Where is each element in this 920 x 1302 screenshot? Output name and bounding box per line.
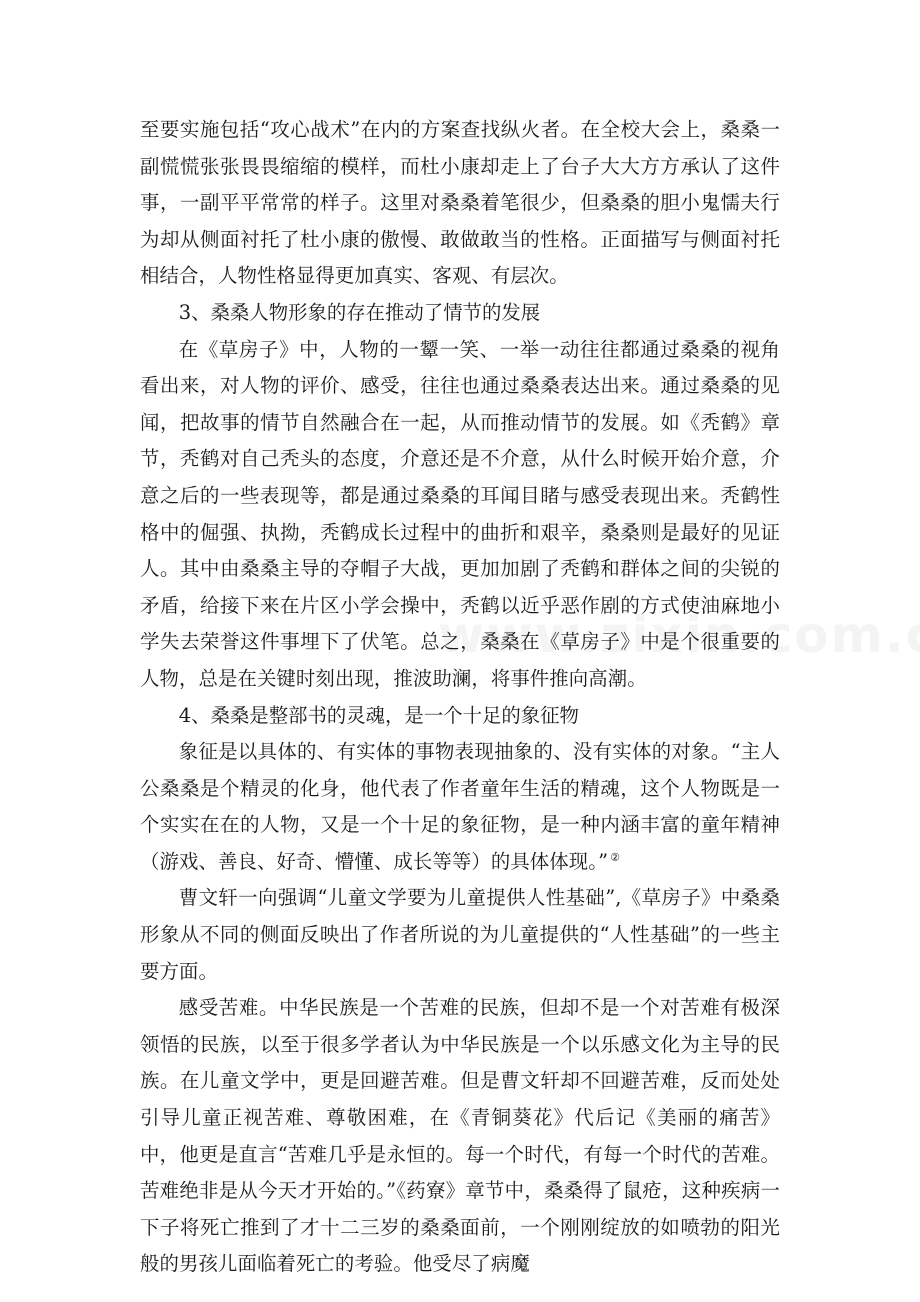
body-paragraph: 感受苦难。中华民族是一个苦难的民族，但却不是一个对苦难有极深领悟的民族，以至于很多学者认为中华民族是一个以乐感文化为主导的民族。在儿童文学中，更是回避苦难。但是曹文轩却不回避苦难，反而处处引导儿童正视苦难、尊敬困难，在《青铜葵花》代后记《美丽的痛苦》中，他更是直言“苦难几乎是永恒的。每一个时代，有每一个时代的苦难。苦难绝非是从今天才开始的。”《药寮》章节中，桑桑得了鼠疮，这种疾病一下子将死亡推到了才十二三岁的桑桑面前，一个刚刚绽放的如喷勃的阳光般的男孩儿面临着死亡的考验。他受尽了病魔 xyxy=(140,996,780,1276)
quote-text: 象征是以具体的、有实体的事物表现抽象的、没有实体的对象。“主人公桑桑是个精灵的化身，他代表了作者童年生活的精魂，这个人物既是一个实实在在的人物，又是一个十足的象征物，是一种内涵丰富的童年精神（游戏、善良、好奇、懵懂、成长等等）的具体体现。” xyxy=(140,740,780,873)
body-paragraph: 在《草房子》中，人物的一颦一笑、一举一动往往都通过桑桑的视角看出来，对人物的评价、感受，往往也通过桑桑表达出来。通过桑桑的见闻，把故事的情节自然融合在一起，从而推动情节的发展。如《秃鹤》章节，秃鹤对自己秃头的态度，介意还是不介意，从什么时候开始介意，介意之后的一些表现等，都是通过桑桑的耳闻目睹与感受表现出来。秃鹤性格中的倔强、执拗，秃鹤成长过程中的曲折和艰辛，桑桑则是最好的见证人。其中由桑桑主导的夺帽子大战，更加加剧了秃鹤和群体之间的尖锐的矛盾，给接下来在片区小学会操中，秃鹤以近乎恶作剧的方式使油麻地小学失去荣誉这件事埋下了伏笔。总之，桑桑在《草房子》中是个很重要的人物，总是在关键时刻出现，推波助澜，将事件推向高潮。 xyxy=(140,337,780,690)
body-paragraph: 曹文轩一向强调“儿童文学要为儿童提供人性基础”,《草房子》中桑桑形象从不同的侧面反映出了作者所说的为儿童提供的“人性基础”的一些主要方面。 xyxy=(140,886,780,983)
body-paragraph-continued: 至要实施包括“攻心战术”在内的方案查找纵火者。在全校大会上，桑桑一副慌慌张张畏畏缩缩的模样，而杜小康却走上了台子大大方方承认了这件事，一副平平常常的样子。这里对桑桑着笔很少，但桑桑的胆小鬼懦夫行为却从侧面衬托了杜小康的傲慢、敢做敢当的性格。正面描写与侧面衬托相结合，人物性格显得更加真实、客观、有层次。 xyxy=(140,118,780,288)
footnote-marker[interactable]: ② xyxy=(610,850,621,864)
section-heading-4: 4、桑桑是整部书的灵魂，是一个十足的象征物 xyxy=(178,703,579,727)
section-heading-3: 3、桑桑人物形象的存在推动了情节的发展 xyxy=(178,300,541,324)
body-paragraph-quote xyxy=(140,734,780,880)
